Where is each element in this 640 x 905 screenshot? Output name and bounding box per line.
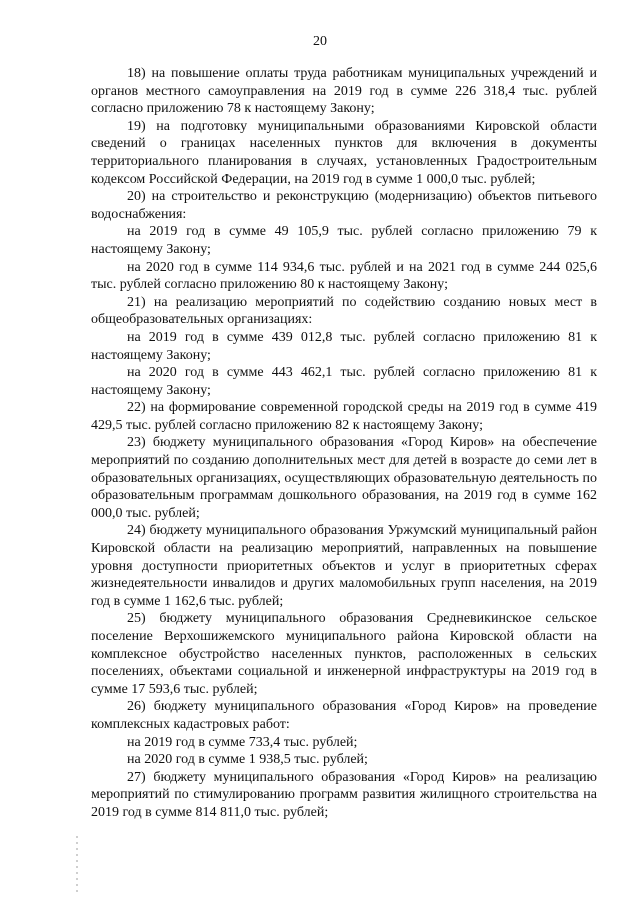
paragraph-item-21: 21) на реализацию мероприятий по содействию созданию новых мест в общеобразовательных организациях: — [91, 294, 597, 328]
paragraph-item-20-2020: на 2020 год в сумме 114 934,6 тыс. рублей и на 2021 год в сумме 244 025,6 тыс. рублей согласно приложению 80 к настоящему Закону; — [91, 259, 597, 293]
page-number: 20 — [313, 34, 327, 49]
document-body — [91, 65, 597, 822]
paragraph-item-20: 20) на строительство и реконструкцию (модернизацию) объектов питьевого водоснабжения: — [91, 189, 597, 222]
scan-artifact — [76, 836, 78, 896]
paragraph-item-19: 19) на подготовку муниципальными образованиями Кировской области сведений о границах населенных пунктов для включения в документы территориального планирования в случаях, установленных Градостроительным кодексом Российской Федерации, на 2019 год в сумме 1 000,0 тыс. рублей; — [91, 118, 597, 187]
paragraph-item-22: 22) на формирование современной городской среды на 2019 год в сумме 419 429,5 тыс. рублей согласно приложению 82 к настоящему Закону; — [91, 400, 597, 433]
paragraph-item-21-2019: на 2019 год в сумме 439 012,8 тыс. рублей согласно приложению 81 к настоящему Закону; — [91, 329, 597, 363]
paragraph-item-21-2020: на 2020 год в сумме 443 462,1 тыс. рублей согласно приложению 81 к настоящему Закону; — [91, 365, 597, 398]
paragraph-item-26-2020: на 2020 год в сумме 1 938,5 тыс. рублей; — [127, 752, 368, 768]
paragraph-item-27: 27) бюджету муниципального образования «Город Киров» на реализацию мероприятий по стимулированию программ развития жилищного строительства на 2019 год в сумме 814 811,0 тыс. рублей; — [91, 769, 597, 820]
paragraph-item-25: 25) бюджету муниципального образования Средневикинское сельское поселение Верхошижемского муниципального района Кировской области на комплексное обустройство населенных пунктов, расположенных в сельских поселениях, объектами социальной и инженерной инфраструктуры на 2019 год в сумме 17 593,6 тыс. рублей; — [91, 611, 597, 697]
paragraph-item-18: 18) на повышение оплаты труда работникам муниципальных учреждений и органов местного самоуправления на 2019 год в сумме 226 318,4 тыс. рублей согласно приложению 78 к настоящему Закону; — [91, 66, 597, 117]
paragraph-item-23: 23) бюджету муниципального образования «Город Киров» на обеспечение мероприятий по созданию дополнительных мест для детей в возрасте до семи лет в образовательных организациях, осуществляющих образовательную деятельность по образовательным программам дошкольного образования, на 2019 год в сумме 162 000,0 тыс. рублей; — [91, 435, 597, 521]
paragraph-item-24: 24) бюджету муниципального образования Уржумский муниципальный район Кировской области на реализацию мероприятий, направленных на повышение уровня доступности приоритетных объектов и услуг в приоритетных сферах жизнедеятельности инвалидов и других маломобильных групп населения, на 2019 год в сумме 1 162,6 тыс. рублей; — [91, 523, 597, 609]
paragraph-item-26: 26) бюджету муниципального образования «Город Киров» на проведение комплексных кадастровых работ: — [91, 699, 597, 732]
paragraph-item-26-2019: на 2019 год в сумме 733,4 тыс. рублей; — [127, 734, 358, 750]
paragraph-item-20-2019: на 2019 год в сумме 49 105,9 тыс. рублей согласно приложению 79 к настоящему Закону; — [91, 224, 597, 257]
